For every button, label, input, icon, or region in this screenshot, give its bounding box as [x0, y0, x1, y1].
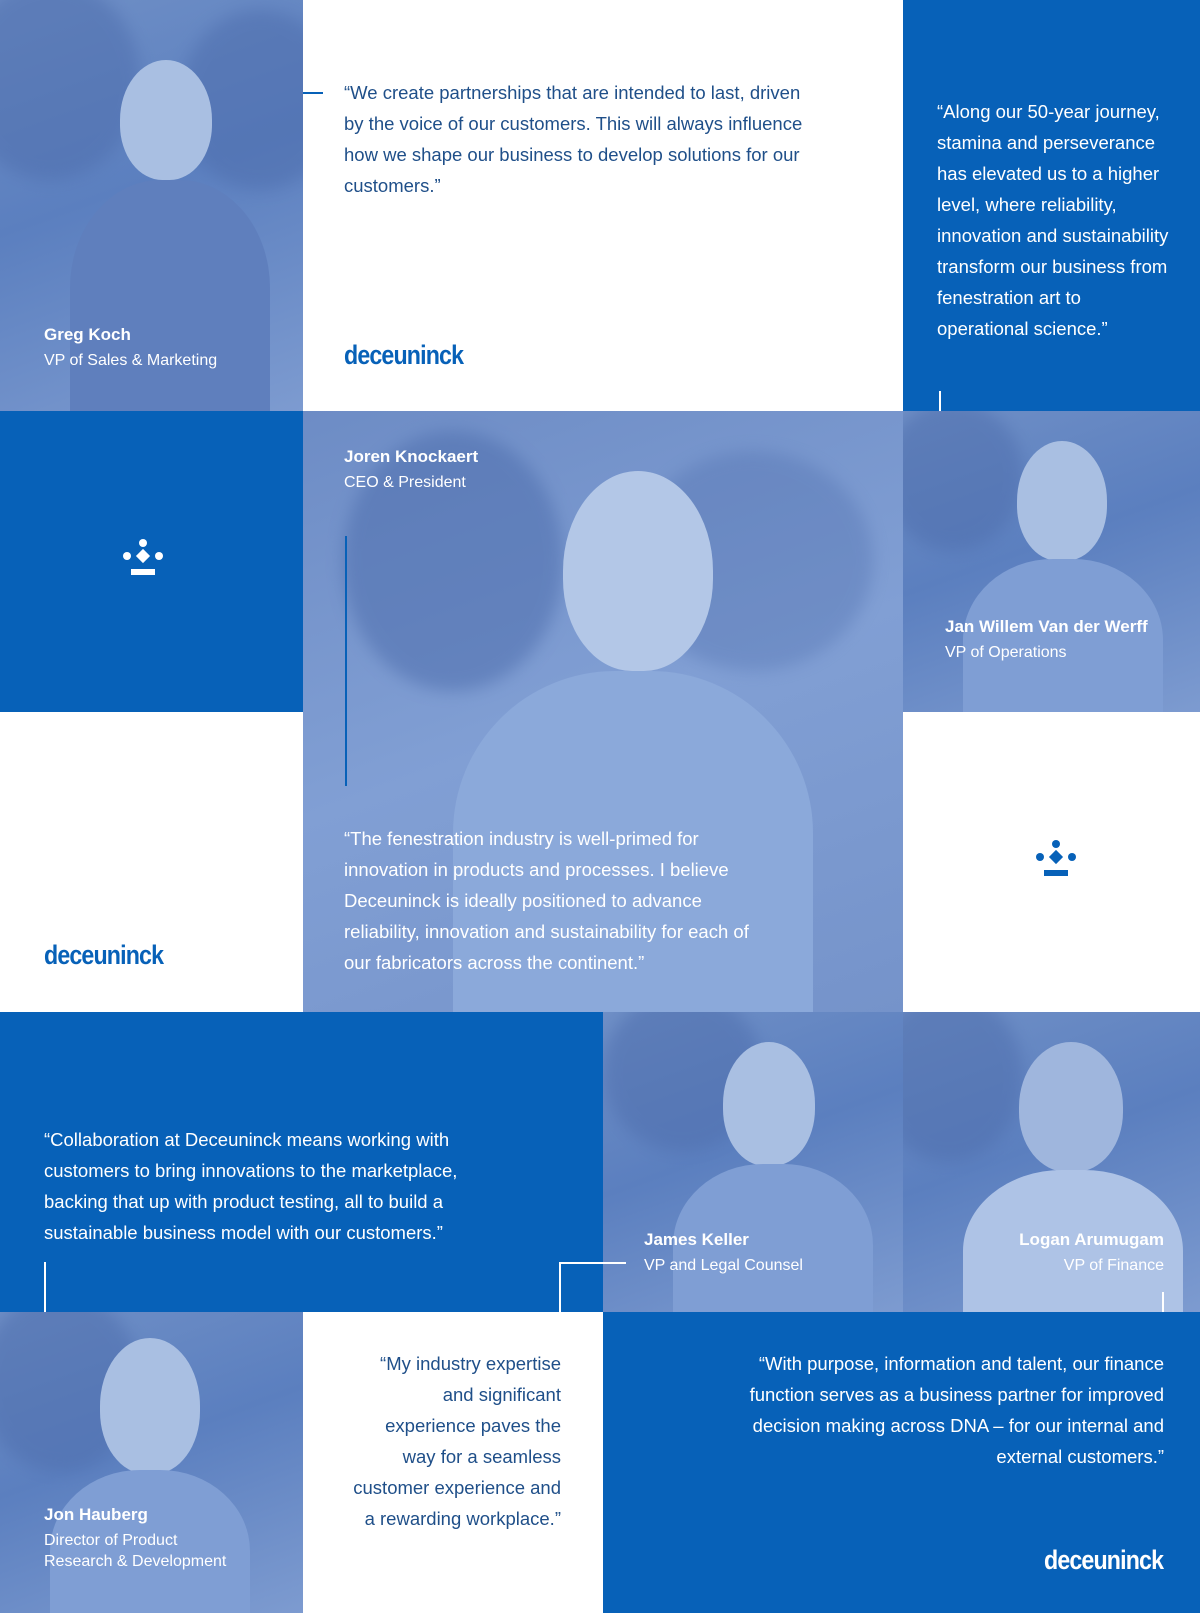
jon-hauberg-role-line-2: Research & Development: [44, 1553, 227, 1570]
jon-hauberg-name: Jon Hauberg: [44, 1505, 148, 1524]
james-keller-role: VP and Legal Counsel: [644, 1257, 803, 1274]
deceuninck-dots-mark-icon: [1034, 840, 1078, 884]
jon-hauberg-quote: “My industry expertise and significant experience paves the way for a seamless customer experience and a rewarding workplace.”: [353, 1353, 561, 1529]
greg-koch-name: Greg Koch: [44, 325, 131, 344]
logo-tile-white: [0, 712, 303, 1012]
connector-line-horizontal: [559, 1262, 626, 1264]
brand-mark-tile-white: [903, 712, 1200, 1012]
quote-accent-line: [939, 391, 941, 411]
quote-accent-line: [44, 1262, 46, 1312]
greg-koch-photo-tile: [0, 0, 303, 411]
logan-arumugam-role: VP of Finance: [1063, 1257, 1164, 1274]
logan-arumugam-name: Logan Arumugam: [1019, 1230, 1164, 1249]
james-keller-quote-tile: [0, 1012, 603, 1312]
deceuninck-logo: deceuninck: [44, 940, 164, 970]
james-keller-quote: “Collaboration at Deceuninck means working with customers to bring innovations to the marketplace, backing that up with product testing, all to build a sustainable business model with our customers.”: [44, 1129, 458, 1243]
joren-knockaert-role: CEO & President: [344, 474, 466, 491]
deceuninck-logo: deceuninck: [344, 340, 464, 370]
greg-koch-role: VP of Sales & Marketing: [44, 352, 218, 369]
joren-knockaert-quote: “The fenestration industry is well-primed for innovation in products and processes. I believe Deceuninck is ideally positioned to advance reliability, innovation and sustainability for each of our fabricators across the continent.”: [344, 828, 749, 973]
greg-koch-quote: “We create partnerships that are intended to last, driven by the voice of our customers. This will always influence how we shape our business to develop solutions for our customers.”: [344, 82, 803, 196]
jan-photo-tile: [903, 411, 1200, 712]
logan-arumugam-quote: “With purpose, information and talent, our finance function serves as a business partner for improved decision making across DNA – for our internal and external customers.”: [749, 1353, 1164, 1467]
jan-quote: “Along our 50-year journey, stamina and perseverance has elevated us to a higher level, where reliability, innovation and sustainability transform our business from fenestration art to operational science.”: [937, 101, 1169, 339]
logan-arumugam-photo-tile: [903, 1012, 1200, 1312]
james-keller-name: James Keller: [644, 1230, 749, 1249]
jon-hauberg-quote-tile: [303, 1312, 603, 1613]
logan-arumugam-quote-tile: [603, 1312, 1200, 1613]
jan-role: VP of Operations: [945, 644, 1067, 661]
greg-koch-quote-tile: [303, 0, 903, 411]
quote-accent-line: [303, 92, 323, 94]
joren-knockaert-name: Joren Knockaert: [344, 447, 479, 466]
jan-name: Jan Willem Van der Werff: [945, 617, 1148, 636]
quote-accent-line: [345, 536, 347, 786]
jan-portrait: [963, 441, 1163, 712]
jon-hauberg-photo-tile: [0, 1312, 303, 1613]
jon-hauberg-role-line-1: Director of Product: [44, 1532, 178, 1549]
quote-accent-line: [1162, 1292, 1164, 1312]
connector-line-vertical: [559, 1262, 561, 1332]
joren-knockaert-photo-tile: [303, 411, 903, 1012]
brand-mark-tile-blue: [0, 411, 303, 712]
james-keller-photo-tile: [603, 1012, 903, 1312]
deceuninck-dots-mark-icon: [121, 539, 165, 583]
jan-quote-tile: [903, 0, 1200, 411]
deceuninck-logo: deceuninck: [1044, 1545, 1164, 1575]
